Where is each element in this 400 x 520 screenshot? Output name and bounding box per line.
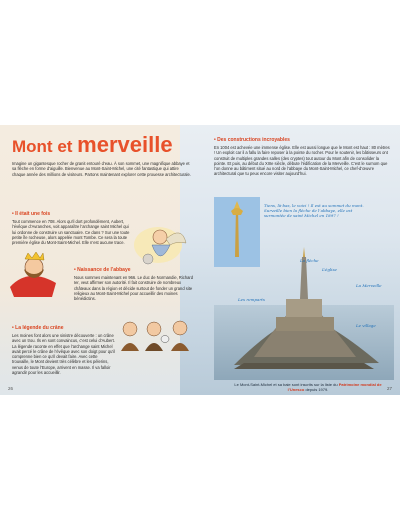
title-prefix: Mont et: [12, 137, 73, 156]
caption-unesco: Patrimoine mondial de l’Unesco: [287, 382, 382, 392]
title-main: merveille: [77, 132, 173, 157]
label-fleche: La flèche: [300, 258, 319, 263]
page-number-left: 26: [8, 386, 14, 391]
section-title-il-etait: • Il était une fois: [12, 211, 50, 217]
mont-saint-michel-photo: [214, 245, 394, 380]
section-text-il-etait: Tout commence en 708. Alors qu’il dort profondément, Aubert, l’évêque d’Avranches, voit apparaître l’archange saint Michel qui lui ordonne de construire un sanctuaire. Ce dans ? Sur une toute petite île rocheuse, alors appelée mont Tombe. Ce sera la toute première église du Mont-Saint-Michel. Elle n’est aucune trace.: [12, 219, 130, 246]
handwritten-note: [264, 203, 374, 218]
page-title: [12, 132, 173, 158]
section-text-constructions: En 1004 est achevée une immense église. Elle est aussi longue que le Mont est haut : 80 mètres ! Un exploit car il a fallu la faire reposer à la pointe du rocher. Pour le soutenir, les bâtisseurs ont construit de multiples grandes salles (des cryptes) tout autour du Mont afin de consolider la pointe. Et puis, au début du XIIIe siècle, débute l’édification de la Merveille. C’est le surnom que l’on donne au bâtiment situé au nord de l’abbaye du Mont-Saint-Michel, ce chef-d’œuvre architectural que tu peux encore visiter aujourd’hui.: [214, 145, 390, 177]
label-eglise: L’église: [322, 267, 337, 272]
section-text-legende: Les moines font alors une sinistre découverte : un crâne avec un trou. Ils en sont convaincus, c’est celui d’Aubert. La légende raconte en effet que l’archange saint Michel avait percé le crâne de l’évêque avec son doigt pour qu’il comprenne bien ce qu’il devait faire. Avec cette trouvaille, le Mont devient très célèbre et les pèlerins, venus de toute l’Europe, arrivent en masse. Il va falloir agrandir pour les accueillir.: [12, 333, 116, 376]
duke-richard-illustration: [8, 247, 60, 299]
label-merveille: La Merveille: [356, 283, 382, 288]
section-title-naissance: • Naissance de l’abbaye: [74, 267, 131, 273]
page-number-right: 27: [386, 386, 392, 391]
caption-text: Le Mont-Saint-Michel et sa baie sont inscrits sur la liste du: [234, 382, 338, 387]
handwritten-note-text: Tiens, là-bas, le voici ! Il est au sommet du mont. Surveille bien la flèche de l’abbaye, elle est surmontée de saint Michel en 1897 !: [264, 203, 364, 218]
label-remparts: Les remparts: [238, 297, 265, 302]
monks-illustration: [118, 317, 196, 351]
intro-text: Imagine un gigantesque rocher de granit entouré d’eau. À son sommet, une magnifique abbaye et sa flèche en forme d’aiguille. Bienvenue au Mont-Saint-Michel, une cité fantastique qui attire chaque année des millions de visiteurs. Partons maintenant explorer cette prouesse architecturale.: [12, 161, 191, 177]
section-text-naissance: Nous sommes maintenant en 966. Le duc de Normandie, Richard Ier, veut affirmer son autorité. Il fait construire de nombreux châteaux dans la région et décide surtout de fonder un grand site religieux au Mont-Saint-Michel pour accueillir des moines bénédictins.: [74, 275, 194, 302]
caption-date: depuis 1979.: [305, 387, 329, 392]
book-spread: [0, 125, 400, 395]
label-village: Le village: [356, 323, 376, 328]
archangel-illustration: [130, 215, 190, 270]
section-title-constructions: • Des constructions incroyables: [214, 137, 290, 143]
photo-caption: [228, 382, 388, 392]
section-title-legende: • La légende du crâne: [12, 325, 64, 331]
